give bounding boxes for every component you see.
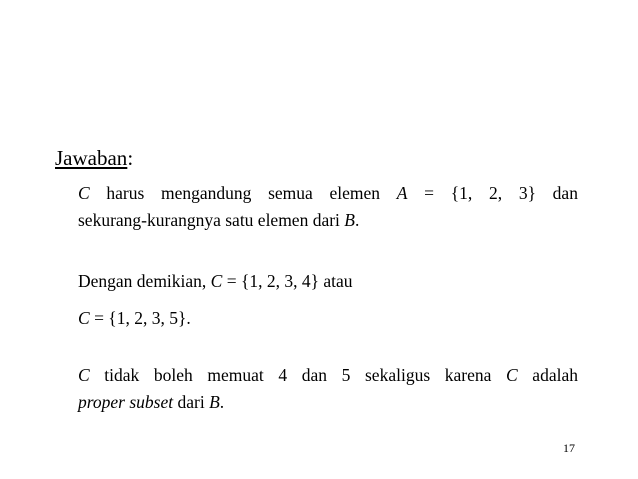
variable: C: [210, 271, 223, 291]
paragraph-solutions-line-1: [78, 268, 578, 295]
paragraph-condition-line-2: [78, 207, 578, 234]
word: tidak: [104, 365, 140, 385]
word: harus: [106, 183, 145, 203]
text: Dengan demikian,: [78, 271, 211, 291]
word: karena: [444, 365, 492, 385]
punctuation: .: [355, 210, 360, 230]
word: memuat: [207, 365, 264, 385]
paragraph-solutions: [78, 268, 578, 332]
word: C: [78, 183, 90, 203]
word: sekaligus: [365, 365, 431, 385]
word: C: [506, 365, 518, 385]
word: A: [396, 183, 408, 203]
paragraph-conclusion: [78, 362, 578, 416]
word: mengandung: [161, 183, 252, 203]
text: dari: [173, 392, 210, 412]
variable: C: [78, 308, 90, 328]
word: adalah: [532, 365, 578, 385]
set-expression: = {1, 2, 3, 4} atau: [222, 271, 353, 291]
variable: B: [344, 210, 355, 230]
set-expression: = {1, 2, 3, 5}.: [89, 308, 191, 328]
text: sekurang-kurangnya satu elemen dari: [78, 210, 345, 230]
word: semua: [268, 183, 313, 203]
word: 3}: [518, 183, 536, 203]
term: proper subset: [78, 392, 174, 412]
word: C: [78, 365, 90, 385]
punctuation: .: [219, 392, 225, 412]
word: =: [424, 183, 435, 203]
paragraph-conclusion-line-2: [78, 389, 578, 416]
paragraph-condition: [78, 180, 578, 234]
paragraph-conclusion-line-1: [78, 362, 578, 389]
page-number: 17: [563, 441, 575, 455]
answer-heading-colon: :: [127, 146, 134, 170]
paragraph-solutions-line-2: [78, 305, 578, 332]
paragraph-condition-line-1: [78, 180, 578, 207]
word: elemen: [329, 183, 381, 203]
word: dan: [552, 183, 578, 203]
word: boleh: [153, 365, 193, 385]
word: 4: [278, 365, 288, 385]
variable: B: [209, 392, 220, 412]
answer-heading-label: Jawaban: [55, 146, 128, 170]
word: 2,: [488, 183, 503, 203]
word: 5: [341, 365, 351, 385]
word: {1,: [450, 183, 473, 203]
answer-heading: [55, 145, 133, 171]
word: dan: [301, 365, 328, 385]
